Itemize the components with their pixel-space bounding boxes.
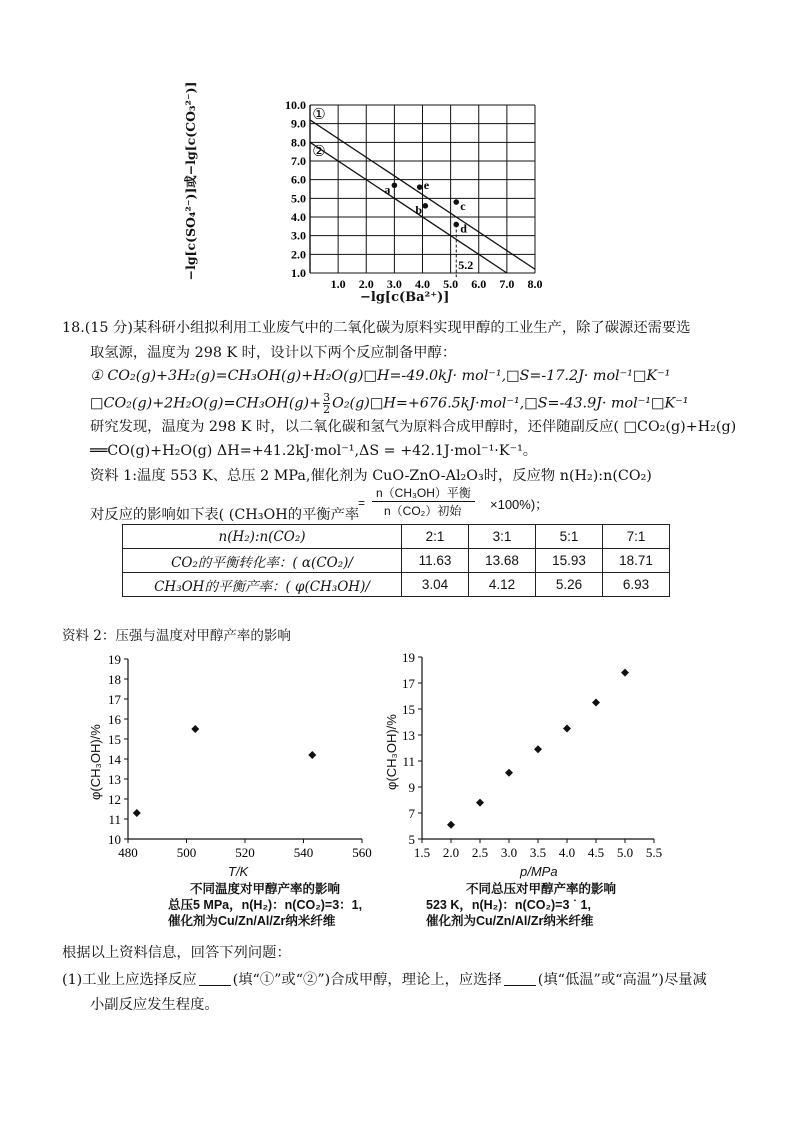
temperature-caption-2: 总压5 MPa，n(H₂)：n(CO₂)=3：1, — [168, 898, 363, 912]
question-1 — [62, 970, 707, 990]
pressure-caption-3: 催化剂为Cu/Zn/Al/Zr纳米纤维 — [426, 914, 594, 928]
x-tick-label: 4.0 — [415, 277, 430, 291]
x-tick-label: 500 — [176, 845, 197, 860]
answer-intro: 根据以上资料信息，回答下列问题： — [62, 945, 291, 961]
reaction-2 — [90, 392, 688, 415]
fraction-numerator: 3 — [323, 391, 331, 404]
ratio-table — [122, 524, 670, 597]
x-tick-label: 2.0 — [442, 845, 460, 860]
x-tick-label: 8.0 — [527, 277, 543, 291]
y-tick-label: 6.0 — [291, 172, 306, 187]
table-cell: 7:1 — [603, 525, 670, 549]
pressure-chart-ylabel: φ(CH₃OH)/% — [384, 714, 399, 790]
table-row — [123, 525, 670, 549]
pressure-caption-2: 523 K，n(H₂)：n(CO₂)=3 ˙ 1, — [426, 898, 591, 912]
top-chart-ylabel: −lg[c(SO₄²⁻)]或−lg[c(CO₃²⁻)] — [183, 81, 198, 281]
top-chart-xlabel: −lg[c(Ba²⁺)] — [360, 290, 450, 305]
y-tick-label: 7 — [408, 806, 415, 821]
data-point-b — [423, 203, 429, 209]
yield-fraction-tail: ×100%)； — [490, 497, 549, 512]
pressure-chart — [390, 645, 680, 880]
data-point — [476, 799, 484, 807]
side-reaction-line2: ══CO(g)+H₂O(g) ΔH=+41.2kJ·mol⁻¹,ΔS = +42.1J·mol⁻¹·K⁻¹。 — [90, 443, 538, 459]
solubility-chart — [255, 95, 555, 305]
q18-line1: 18.(15 分)某科研小组拟利用工业废气中的二氧化碳为原料实现甲醇的工业生产，除了碳源还需要选 — [62, 320, 691, 336]
data-point — [133, 809, 141, 817]
yield-fraction-denominator: n（CO₂）初始 — [384, 504, 462, 518]
x-tick-label: 4.0 — [558, 845, 576, 860]
temperature-chart-ylabel: φ(CH₃OH)/% — [88, 724, 103, 800]
table-cell: 3:1 — [469, 525, 536, 549]
y-tick-label: 9 — [408, 780, 415, 795]
annotation-label: 5.2 — [458, 258, 474, 272]
y-tick-label: 7.0 — [291, 154, 306, 168]
point-label-a: a — [384, 182, 391, 197]
data-point — [505, 769, 513, 777]
y-tick-label: 11 — [108, 812, 121, 827]
table-cell: 6.93 — [603, 573, 670, 597]
table-row — [123, 549, 670, 573]
data-point — [191, 725, 199, 733]
reaction-2-left: □CO₂(g)+2H₂O(g)=CH₃OH(g)+ — [90, 395, 322, 412]
y-tick-label: 17 — [108, 692, 121, 707]
question-1-part-c: (填“低温”或“高温”)尽量减 — [537, 972, 707, 988]
x-tick-label: 3.0 — [500, 845, 518, 860]
y-tick-label: 18 — [108, 672, 121, 687]
x-tick-label: 480 — [118, 845, 138, 860]
table-cell: 2:1 — [402, 525, 469, 549]
question-1-part-a: (1)工业上应选择反应 — [62, 972, 197, 988]
x-tick-label: 540 — [293, 845, 314, 860]
fraction-denominator: 2 — [323, 403, 331, 416]
point-label-c: c — [460, 199, 466, 214]
question-1-part-b: (填“①”或“②”)合成甲醇，理论上，应选择 — [232, 972, 502, 988]
temperature-caption-1: 不同温度对甲醇产率的影响 — [190, 882, 341, 896]
question-1-line2: 小副反应发生程度。 — [90, 997, 219, 1013]
y-tick-label: 19 — [402, 650, 415, 665]
answer-blank-1[interactable] — [199, 971, 231, 986]
x-tick-label: 520 — [235, 845, 255, 860]
point-label-b: b — [415, 202, 422, 217]
y-tick-label: 13 — [108, 772, 121, 787]
y-tick-label: 11 — [402, 754, 415, 769]
resource-1-line2: 对反应的影响如下表( (CH₃OH的平衡产率 — [90, 507, 360, 523]
data-point — [563, 725, 571, 733]
table-cell: 5.26 — [536, 573, 603, 597]
x-tick-label: 5.0 — [616, 845, 634, 860]
line-1-label: ① — [312, 107, 326, 123]
resource-2-title: 资料 2：压强与温度对甲醇产率的影响 — [62, 628, 291, 644]
x-tick-label: 4.5 — [587, 845, 605, 860]
table-cell: 15.93 — [536, 549, 603, 573]
table-cell: 3.04 — [402, 573, 469, 597]
y-tick-label: 14 — [108, 752, 121, 767]
table-header: n(H₂):n(CO₂) — [123, 525, 402, 549]
x-tick-label: 1.0 — [330, 277, 346, 291]
y-tick-label: 1.0 — [291, 266, 306, 280]
table-cell: 4.12 — [469, 573, 536, 597]
data-point — [621, 669, 629, 677]
reaction-1: ① CO₂(g)+3H₂(g)=CH₃OH(g)+H₂O(g)□H=-49.0kJ· mol⁻¹,□S=-17.2J· mol⁻¹□K⁻¹ — [90, 368, 671, 384]
y-tick-label: 17 — [402, 676, 415, 691]
y-tick-label: 10.0 — [285, 98, 306, 112]
y-tick-label: 15 — [402, 702, 415, 717]
y-tick-label: 12 — [108, 792, 121, 807]
side-reaction-line1: 研究发现，温度为 298 K 时，以二氧化碳和氢气为原料合成甲醇时，还伴随副反应( □CO₂(g)+H₂(g) — [90, 419, 737, 435]
y-tick-label: 5 — [408, 832, 415, 847]
y-tick-label: 3.0 — [291, 228, 306, 243]
resource-1-line1: 资料 1:温度 553 K、总压 2 MPa,催化剂为 CuO-ZnO-Al₂O₃时，反应物 n(H₂):n(CO₂) — [90, 468, 652, 484]
q18-line2: 取氢源，温度为 298 K 时，设计以下两个反应制备甲醇： — [90, 345, 457, 361]
temperature-chart-xlabel: T/K — [228, 864, 249, 879]
reaction-2-right: O₂(g)□H=+676.5kJ·mol⁻¹,□S=-43.9J· mol⁻¹□K⁻¹ — [332, 395, 689, 412]
y-tick-label: 9.0 — [291, 116, 306, 131]
point-label-e: e — [423, 178, 430, 193]
point-label-d: d — [460, 221, 467, 236]
temperature-caption-3: 催化剂为Cu/Zn/Al/Zr纳米纤维 — [168, 914, 336, 928]
data-point — [447, 821, 455, 829]
data-point — [592, 699, 600, 707]
pressure-chart-xlabel: p/MPa — [520, 864, 558, 879]
x-tick-label: 5.5 — [645, 845, 663, 860]
y-tick-label: 16 — [108, 712, 121, 727]
data-point-a — [392, 182, 398, 188]
y-tick-label: 19 — [108, 652, 121, 667]
y-tick-label: 2.0 — [291, 247, 306, 262]
y-tick-label: 15 — [108, 732, 121, 747]
data-point-c — [453, 199, 459, 205]
y-tick-label: 10 — [108, 832, 121, 847]
x-tick-label: 3.5 — [529, 845, 547, 860]
data-point-e — [417, 184, 423, 190]
data-point — [534, 745, 542, 753]
answer-blank-2[interactable] — [504, 971, 536, 986]
x-tick-label: 2.0 — [358, 277, 374, 291]
x-tick-label: 5.0 — [443, 277, 459, 291]
y-tick-label: 4.0 — [291, 210, 306, 224]
y-tick-label: 8.0 — [291, 135, 306, 150]
x-tick-label: 2.5 — [471, 845, 489, 860]
y-tick-label: 13 — [402, 728, 415, 743]
table-row-label: CH₃OH的平衡产率：( φ(CH₃OH)/ — [123, 573, 402, 597]
line-2-label: ② — [312, 144, 326, 160]
x-tick-label: 560 — [352, 845, 372, 860]
data-point — [308, 751, 316, 759]
x-tick-label: 6.0 — [471, 277, 487, 291]
table-row-label: CO₂的平衡转化率：( α(CO₂)/ — [123, 549, 402, 573]
y-tick-label: 5.0 — [291, 191, 306, 206]
table-row — [123, 573, 670, 597]
series-line-2 — [310, 142, 507, 273]
yield-fraction-numerator: n（CH₃OH）平衡 — [372, 484, 475, 502]
table-cell: 11.63 — [402, 549, 469, 573]
table-cell: 18.71 — [603, 549, 670, 573]
table-cell: 13.68 — [469, 549, 536, 573]
x-tick-label: 1.5 — [413, 845, 431, 860]
pressure-caption-1: 不同总压对甲醇产率的影响 — [466, 882, 617, 896]
table-cell: 5:1 — [536, 525, 603, 549]
x-tick-label: 7.0 — [499, 277, 515, 291]
x-tick-label: 3.0 — [386, 277, 402, 291]
